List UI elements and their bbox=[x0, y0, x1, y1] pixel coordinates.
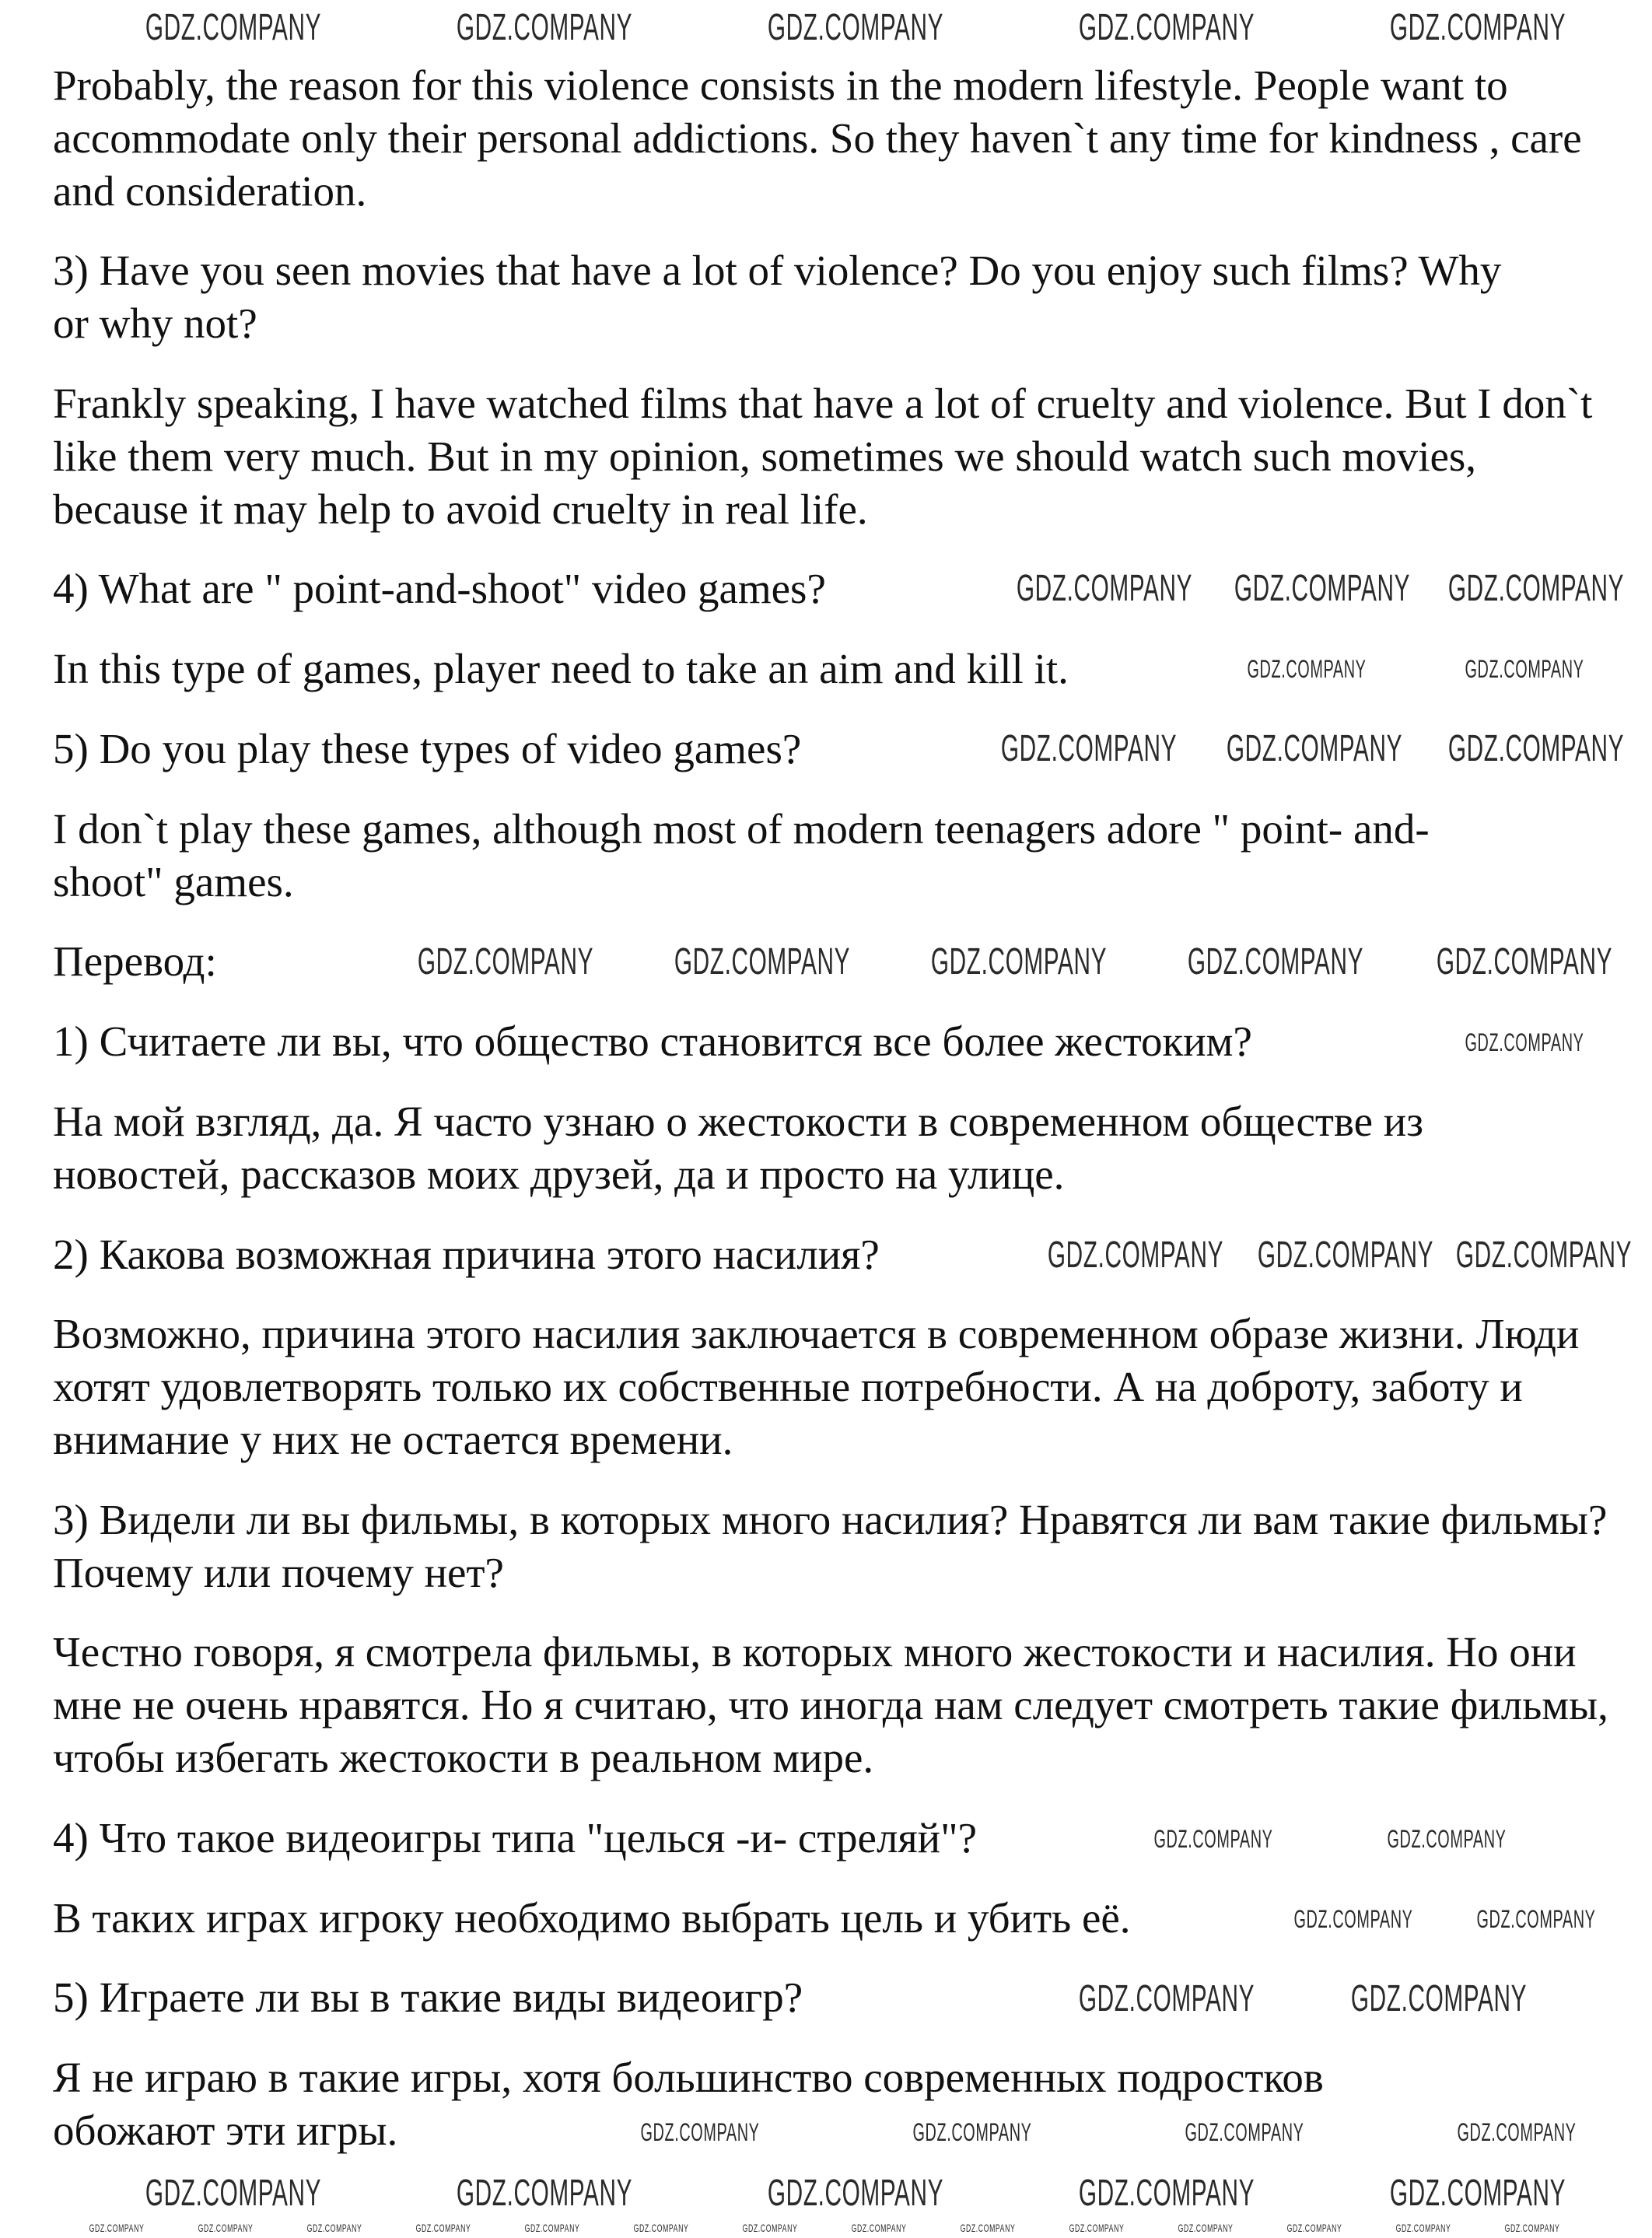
watermark: GDZ.COMPANY bbox=[198, 2222, 254, 2234]
watermark: GDZ.COMPANY bbox=[1389, 7, 1566, 48]
watermark: GDZ.COMPANY bbox=[524, 2222, 580, 2234]
watermark: GDZ.COMPANY bbox=[456, 2173, 633, 2214]
ru-question-3: 3) Видели ли вы фильмы, в которых много насилия? Нравятся ли вам такие фильмы? Почему или почему нет? bbox=[53, 1495, 1608, 1596]
watermark: GDZ.COMPANY bbox=[1226, 728, 1403, 769]
watermark: GDZ.COMPANY bbox=[89, 2222, 145, 2234]
ru-answer-2: Возможно, причина этого насилия заключается в современном образе жизни. Люди хотят удовлетворять только их собственные потребности. А на доброту, заботу и внимание у них не остается времени. bbox=[53, 1310, 1580, 1463]
watermark: GDZ.COMPANY bbox=[1247, 655, 1367, 683]
watermark: GDZ.COMPANY bbox=[851, 2222, 907, 2234]
document-body bbox=[53, 59, 1608, 2184]
watermark: GDZ.COMPANY bbox=[1455, 1235, 1633, 1276]
watermark: GDZ.COMPANY bbox=[767, 2173, 944, 2214]
ru-question-5: 5) Играете ли вы в такие виды видеоигр? bbox=[53, 1974, 803, 2022]
ru-question-4: 4) Что такое видеоигры типа "целься -и- стреляй"? bbox=[53, 1813, 977, 1861]
watermark: GDZ.COMPANY bbox=[417, 941, 594, 982]
question-5: 5) Do you play these types of video games? bbox=[53, 724, 802, 772]
ru-answer-1: На мой взгляд, да. Я часто узнаю о жестокости в современном обществе из новостей, рассказов моих друзей, да и просто на улице. bbox=[53, 1097, 1423, 1198]
watermark: GDZ.COMPANY bbox=[1457, 2118, 1577, 2146]
watermark: GDZ.COMPANY bbox=[1178, 2222, 1234, 2234]
watermark: GDZ.COMPANY bbox=[674, 941, 851, 982]
watermark: GDZ.COMPANY bbox=[1465, 1028, 1584, 1056]
watermark: GDZ.COMPANY bbox=[1395, 2222, 1451, 2234]
watermark: GDZ.COMPANY bbox=[1465, 655, 1584, 683]
ru-question-1: 1) Считаете ли вы, что общество становится все более жестоким? bbox=[53, 1017, 1252, 1066]
watermark: GDZ.COMPANY bbox=[415, 2222, 471, 2234]
watermark: GDZ.COMPANY bbox=[145, 2173, 322, 2214]
watermark: GDZ.COMPANY bbox=[1504, 2222, 1560, 2234]
watermark: GDZ.COMPANY bbox=[742, 2222, 798, 2234]
watermark: GDZ.COMPANY bbox=[1153, 1825, 1273, 1853]
answer-paragraph: Probably, the reason for this violence consists in the modern lifestyle. People want to accommodate only their personal addictions. So they haven`t any time for kindness , care and consideration. bbox=[53, 61, 1582, 215]
watermark: GDZ.COMPANY bbox=[1257, 1235, 1434, 1276]
watermark: GDZ.COMPANY bbox=[930, 941, 1108, 982]
watermark: GDZ.COMPANY bbox=[145, 7, 322, 48]
watermark: GDZ.COMPANY bbox=[1350, 1978, 1528, 2019]
watermark: GDZ.COMPANY bbox=[912, 2118, 1032, 2146]
watermark: GDZ.COMPANY bbox=[1000, 728, 1178, 769]
watermark: GDZ.COMPANY bbox=[456, 7, 633, 48]
watermark: GDZ.COMPANY bbox=[1187, 941, 1364, 982]
watermark: GDZ.COMPANY bbox=[1185, 2118, 1304, 2146]
answer-4: In this type of games, player need to take an aim and kill it. bbox=[53, 645, 1069, 693]
watermark: GDZ.COMPANY bbox=[1447, 568, 1625, 609]
watermark: GDZ.COMPANY bbox=[1078, 2173, 1255, 2214]
ru-answer-4: В таких играх игроку необходимо выбрать цель и убить её. bbox=[53, 1893, 1131, 1942]
translation-heading: Перевод: bbox=[53, 937, 217, 986]
watermark: GDZ.COMPANY bbox=[1447, 728, 1625, 769]
ru-answer-3: Честно говоря, я смотрела фильмы, в которых много жестокости и насилия. Но они мне не очень нравятся. Но я считаю, что иногда нам следует смотреть такие фильмы, чтобы избегать жестокости в реальном мире. bbox=[53, 1628, 1608, 1781]
watermark: GDZ.COMPANY bbox=[1286, 2222, 1342, 2234]
watermark: GDZ.COMPANY bbox=[1476, 1905, 1596, 1933]
ru-answer-5: Я не играю в такие игры, хотя большинство современных подростков обожают эти игры. bbox=[53, 2054, 1324, 2154]
watermark: GDZ.COMPANY bbox=[1387, 1825, 1507, 1853]
watermark: GDZ.COMPANY bbox=[1293, 1905, 1413, 1933]
watermark: GDZ.COMPANY bbox=[1069, 2222, 1125, 2234]
watermark: GDZ.COMPANY bbox=[1016, 568, 1193, 609]
watermark: GDZ.COMPANY bbox=[960, 2222, 1016, 2234]
answer-5: I don`t play these games, although most of modern teenagers adore " point- and-shoot" games. bbox=[53, 804, 1430, 905]
watermark: GDZ.COMPANY bbox=[1078, 1978, 1255, 2019]
watermark: GDZ.COMPANY bbox=[633, 2222, 689, 2234]
ru-question-2: 2) Какова возможная причина этого насилия? bbox=[53, 1230, 880, 1278]
question-3: 3) Have you seen movies that have a lot of violence? Do you enjoy such films? Why or why not? bbox=[53, 247, 1502, 348]
answer-3: Frankly speaking, I have watched films that have a lot of cruelty and violence. But I don`t like them very much. But in my opinion, sometimes we should watch such movies, because it may help to avoid cruelty in real life. bbox=[53, 379, 1593, 533]
watermark: GDZ.COMPANY bbox=[640, 2118, 760, 2146]
watermark: GDZ.COMPANY bbox=[1234, 568, 1411, 609]
watermark: GDZ.COMPANY bbox=[767, 7, 944, 48]
watermark: GDZ.COMPANY bbox=[306, 2222, 362, 2234]
watermark: GDZ.COMPANY bbox=[1436, 941, 1613, 982]
question-4: 4) What are " point-and-shoot" video games? bbox=[53, 565, 826, 613]
watermark: GDZ.COMPANY bbox=[1078, 7, 1255, 48]
watermark: GDZ.COMPANY bbox=[1389, 2173, 1566, 2214]
watermark: GDZ.COMPANY bbox=[1047, 1235, 1224, 1276]
